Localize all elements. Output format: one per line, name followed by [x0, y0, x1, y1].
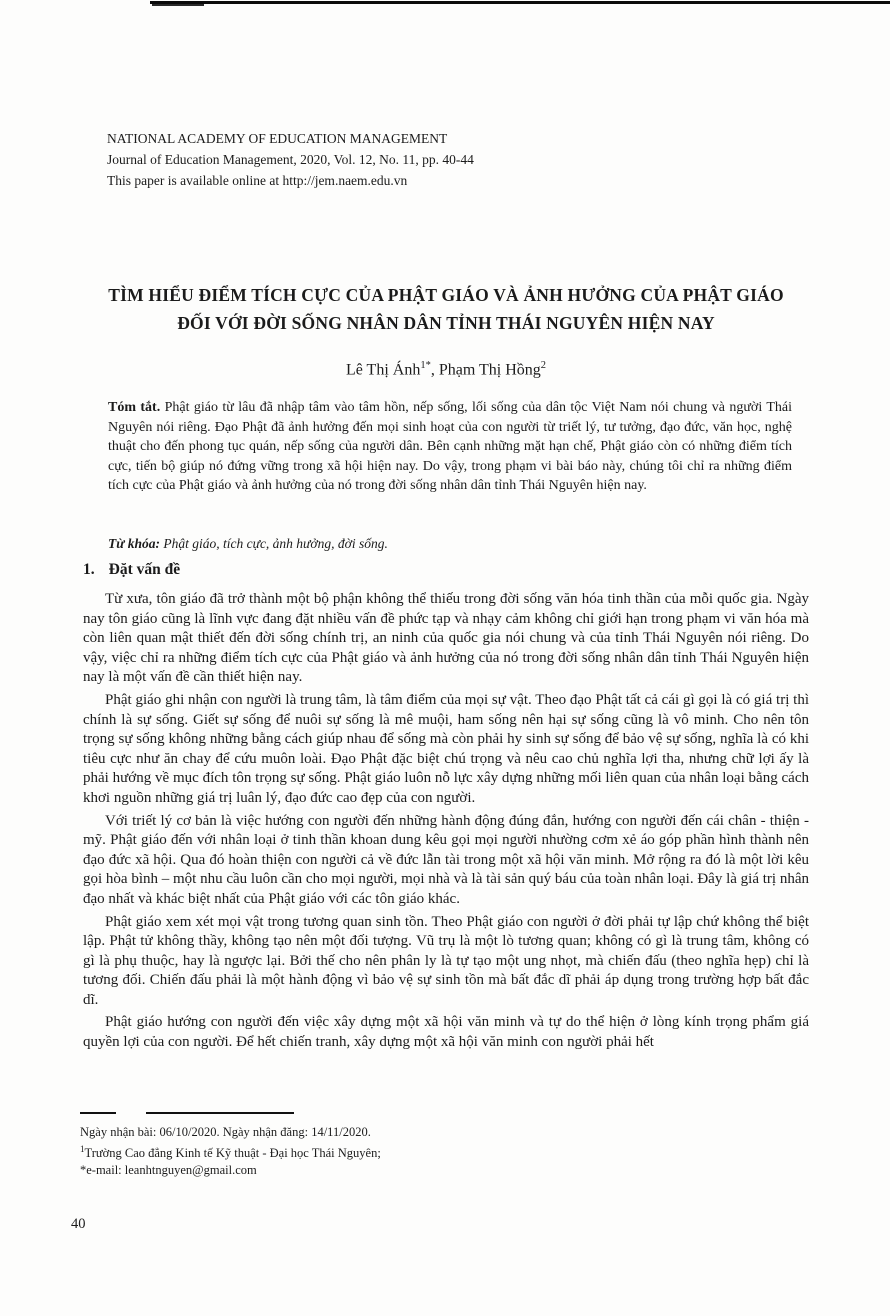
author-2-affiliation-marker: 2 — [540, 360, 547, 371]
footnotes — [80, 1124, 700, 1179]
page-number: 40 — [71, 1216, 86, 1232]
author-2-name: Phạm Thị Hồng — [438, 361, 541, 379]
keywords-text: Phật giáo, tích cực, ảnh hưởng, đời sống. — [159, 536, 388, 551]
abstract-label: Tóm tắt. — [108, 400, 161, 415]
paragraph: Phật giáo hướng con người đến việc xây dựng một xã hội văn minh và tự do thể hiện ở lòng kính trọng phẩm giá quyền lợi của con người. Để hết chiến tranh, xây dựng một xã hội văn minh con người phải hết — [83, 1014, 809, 1051]
footnote-rule — [146, 1112, 294, 1114]
keywords — [108, 536, 792, 552]
footnote-affiliation-marker: 1 — [80, 1144, 85, 1154]
section-1-number: 1. — [83, 561, 95, 578]
article-title-line1: TÌM HIỂU ĐIỂM TÍCH CỰC CỦA PHẬT GIÁO VÀ ẢNH HƯỞNG CỦA PHẬT GIÁO — [108, 285, 784, 305]
footnote-rule — [80, 1112, 116, 1114]
article-title-line2: ĐỐI VỚI ĐỜI SỐNG NHÂN DÂN TỈNH THÁI NGUYÊN HIỆN NAY — [177, 313, 715, 333]
footnote-affiliation-text: Trường Cao đẳng Kinh tế Kỹ thuật - Đại học Thái Nguyên; — [84, 1146, 381, 1161]
footnote-affiliation — [80, 1141, 700, 1162]
footnote-received-dates: Ngày nhận bài: 06/10/2020. Ngày nhận đăng: 14/11/2020. — [80, 1125, 371, 1139]
authors-line — [85, 360, 807, 379]
article-title — [85, 281, 807, 337]
abstract — [108, 398, 792, 496]
footnote-email: *e-mail: leanhtnguyen@gmail.com — [80, 1163, 257, 1178]
paragraph: Với triết lý cơ bản là việc hướng con người đến những hành động đúng đắn, hướng con người đến cái chân - thiện - mỹ. Phật giáo đến với nhân loại ở tinh thần khoan dung kêu gọi mọi người nhường cơm xẻ áo góp phần hình thành nên đạo đức xã hội. Qua đó hoàn thiện con người cả về đức lẫn tài trong một xã hội văn minh. Mở rộng ra đó là một lời kêu gọi hòa bình – một nhu cầu luôn cần cho mọi người, mọi nhà và là tài sản quý báu của toàn nhân loại. Đây là giá trị nhân đạo nhất và khác biệt nhất của Phật giáo với các tôn giáo khác. — [83, 812, 809, 907]
masthead-institution: NATIONAL ACADEMY OF EDUCATION MANAGEMENT — [107, 131, 448, 146]
keywords-label: Từ khóa: — [108, 536, 160, 551]
paragraph: Phật giáo ghi nhận con người là trung tâm, là tâm điểm của mọi sự vật. Theo đạo Phật tất cả cái gì gọi là có giá trị thì chính là sự sống. Giết sự sống để nuôi sự sống là mê muội, ham sống nên hại sự sống cũng là vô minh. Cho nên tôn trọng sự sống không những bằng cách giúp nhau để sống mà còn phải hy sinh sự sống để bảo vệ sự sống, nghĩa là có khi tiêu cực như ăn chay để cứu muôn loài. Đạo Phật đặc biệt chú trọng và nêu cao chủ nghĩa lợi tha, nhưng chữ lợi ấy là phải hướng về mục đích tôn trọng sự sống. Phật giáo luôn nỗ lực xây dựng những mối liên quan của nhân loại bằng cách khơi nguồn những giá trị luân lý, đạo đức cao đẹp của con người. — [83, 691, 809, 806]
paragraph: Phật giáo xem xét mọi vật trong tương quan sinh tồn. Theo Phật giáo con người ở đời phải tự lập chứ không thể biệt lập. Phật tử không thầy, không tạo nên một đối tượng. Vũ trụ là một lò tương quan; không có gì là trung tâm, không có gì là phụ thuộc, hay là ngược lại. Bởi thế cho nên phân ly là tự tạo một ung nhọt, mà chiến đấu (theo nghĩa hẹp) chỉ là tương đối. Chiến đấu phải là một hành động vì bảo vệ sự sinh tồn mà bất đắc dĩ phải áp dụng trong trường hợp bất đắc dĩ. — [83, 913, 809, 1008]
author-1-name: Lê Thị Ánh — [345, 361, 421, 379]
author-1-affiliation-marker: 1* — [420, 360, 431, 371]
abstract-text: Phật giáo từ lâu đã nhập tâm vào tâm hồn, nếp sống, lối sống của dân tộc Việt Nam nói chung và người Thái Nguyên nói riêng. Đạo Phật đã ảnh hưởng đến mọi sinh hoạt của con người từ triết lý, tư tưởng, đạo đức, văn học, nghệ thuật cho đến phong tục quán, nếp sống của người dân. Bên cạnh những mặt hạn chế, Phật giáo còn có những điểm tích cực, tiến bộ giúp nó đứng vững trong xã hội hiện nay. Do vậy, trong phạm vi bài báo này, chúng tôi chỉ ra những điểm tích cực của Phật giáo và ảnh hưởng của nó trong đời sống nhân dân tỉnh Thái Nguyên hiện nay. — [108, 400, 792, 493]
masthead-journal-line: Journal of Education Management, 2020, Vol. 12, No. 11, pp. 40-44 — [107, 152, 474, 167]
section-1-body — [83, 590, 809, 1056]
section-1-title: Đặt vấn đề — [108, 561, 181, 578]
paragraph: Từ xưa, tôn giáo đã trở thành một bộ phận không thể thiếu trong đời sống văn hóa tinh thần của mỗi quốc gia. Ngày nay tôn giáo cũng là lĩnh vực đang đặt nhiều vấn đề phức tạp và nhạy cảm không chỉ giới hạn trong phạm vi văn hóa mà còn liên quan mật thiết đến đời sống chính trị, an ninh của quốc gia nói chung và của tỉnh Thái Nguyên nói riêng. Do vậy, việc chỉ ra những điểm tích cực của Phật giáo và ảnh hưởng của nó trong đời sống nhân dân tỉnh Thái Nguyên hiện nay là một vấn đề cần thiết hiện nay. — [83, 591, 809, 686]
masthead-availability-line: This paper is available online at http://jem.naem.edu.vn — [107, 173, 408, 188]
section-1-heading — [83, 561, 180, 579]
journal-masthead — [107, 128, 667, 191]
author-separator: , — [430, 361, 439, 379]
scan-edge-artifact — [152, 4, 204, 6]
scan-edge-line — [150, 1, 890, 4]
